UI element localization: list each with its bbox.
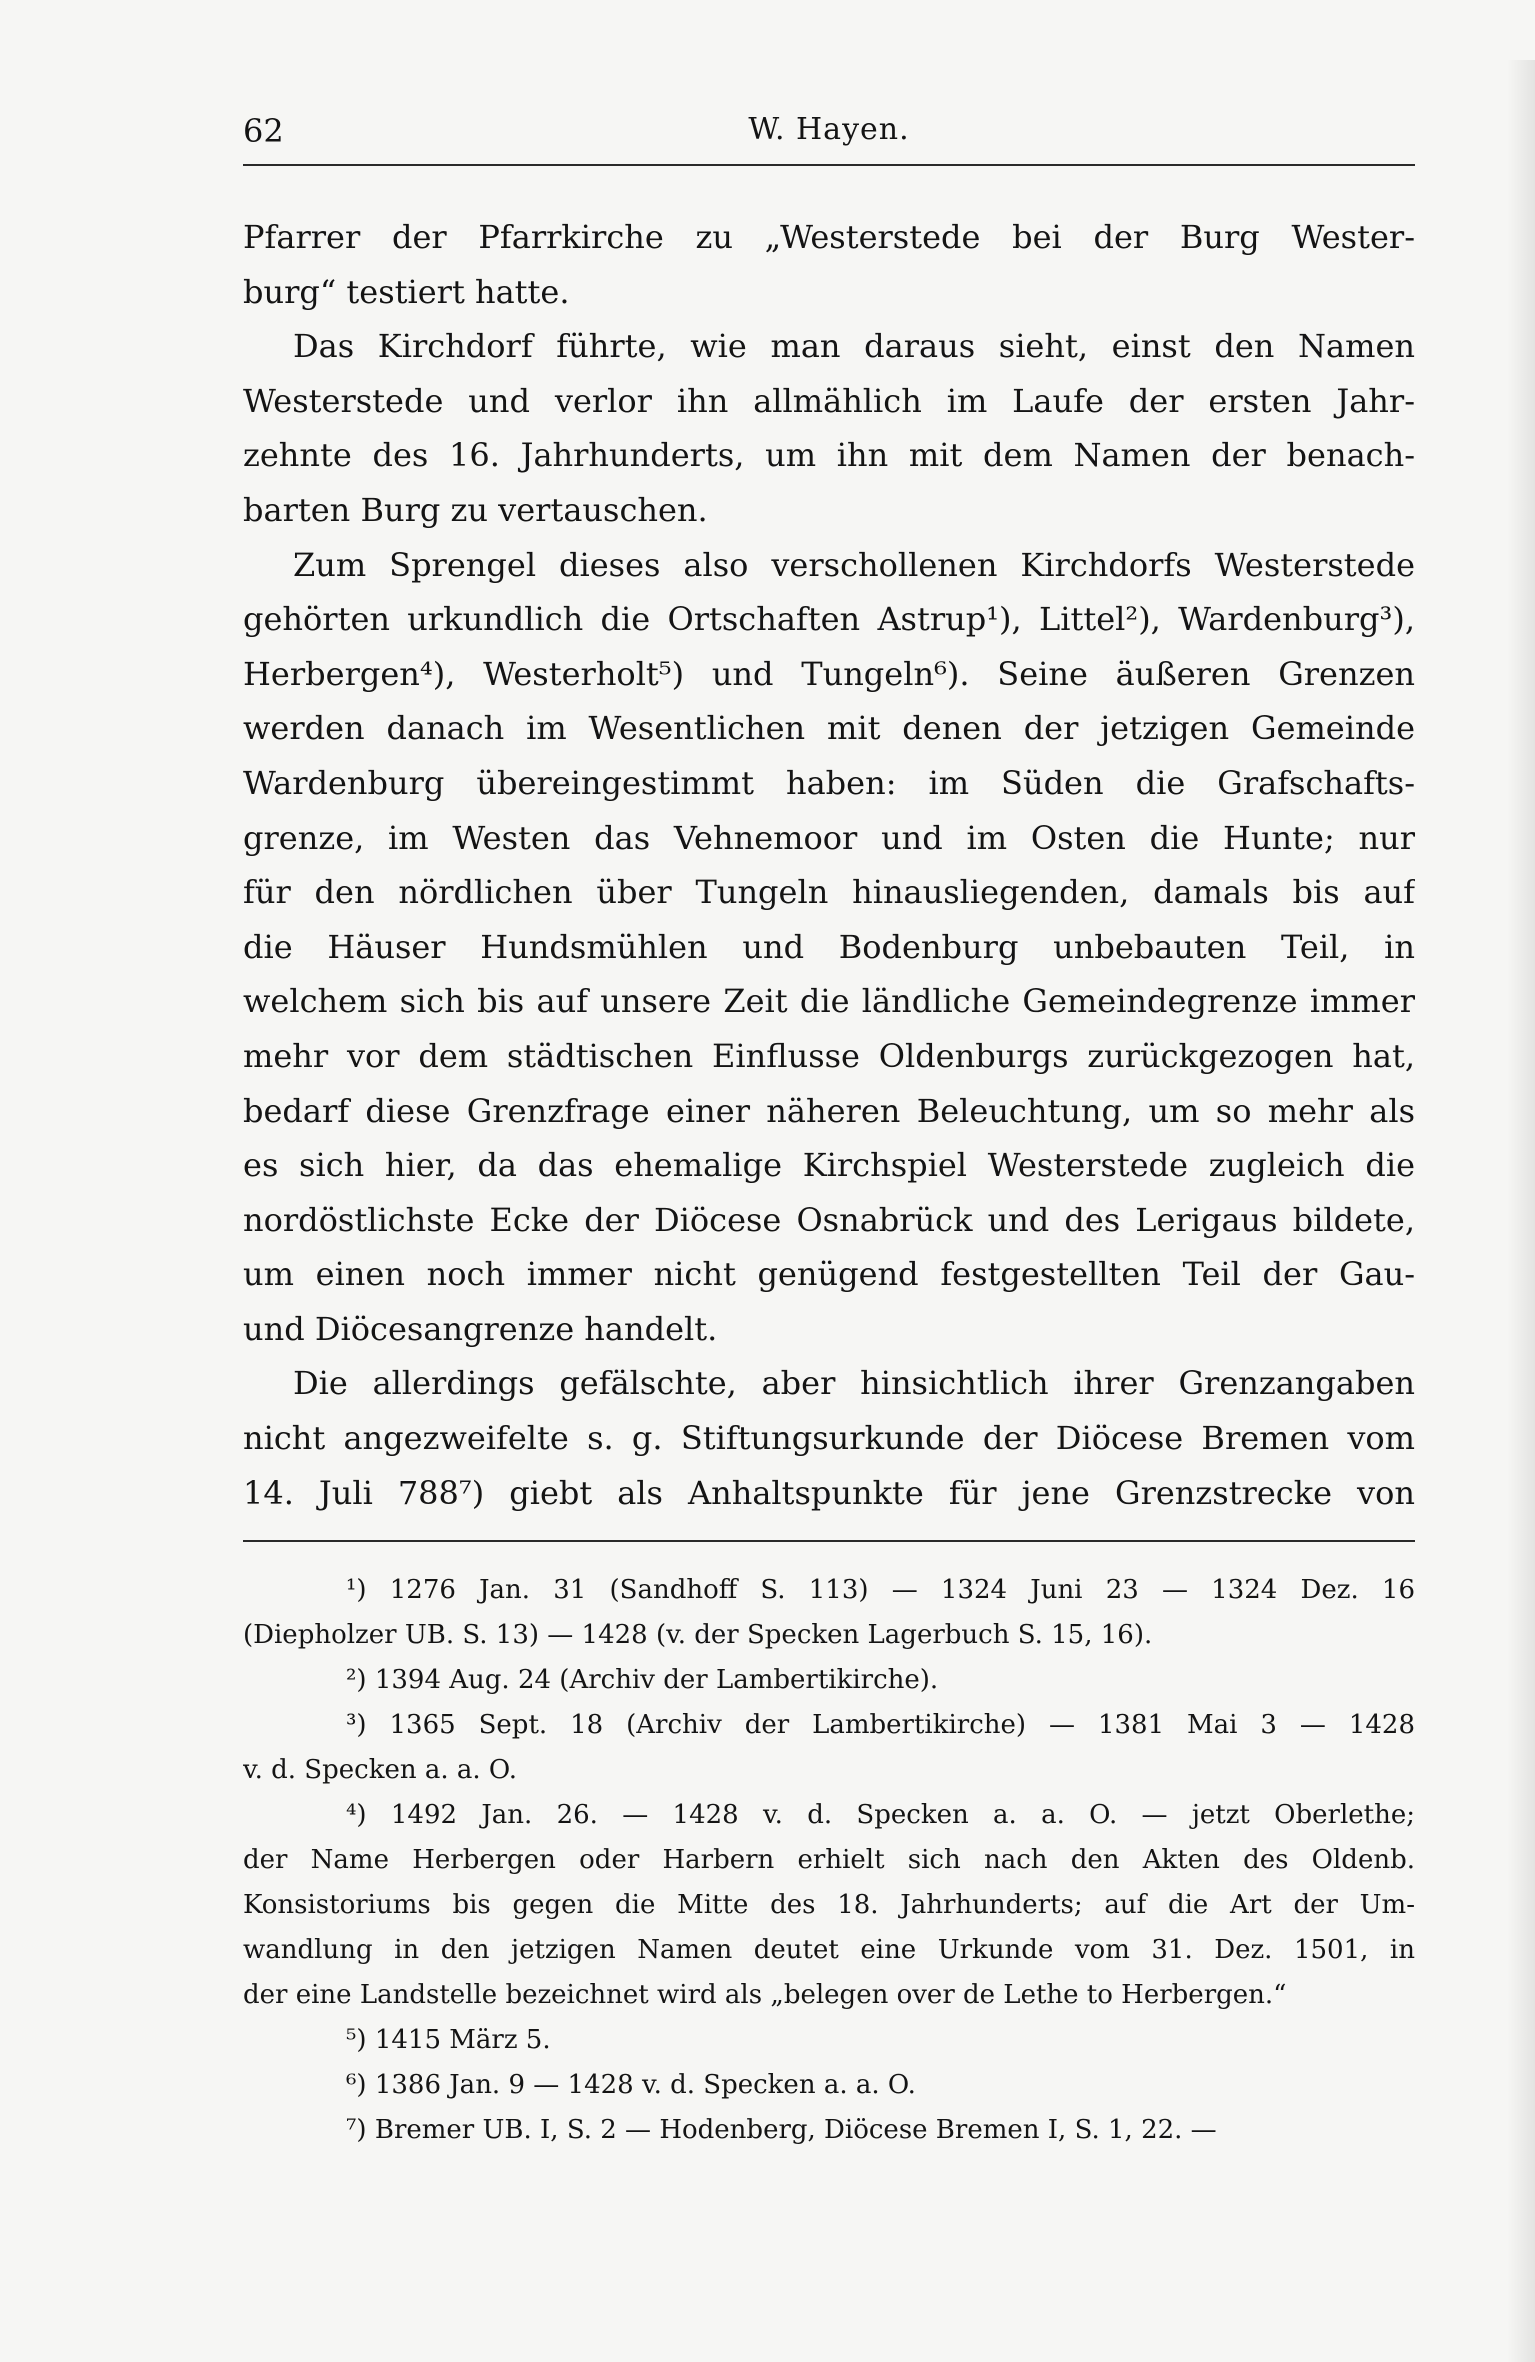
body-line: grenze, im Westen das Vehnemoor und im Osten die Hunte; nur [243, 818, 1415, 857]
body-line: welchem sich bis auf unsere Zeit die ländliche Gemeindegrenze immer [243, 982, 1415, 1021]
footnote-line: ³) 1365 Sept. 18 (Archiv der Lambertikirche) — 1381 Mai 3 — 1428 [346, 1710, 1415, 1740]
body-text [243, 210, 1415, 1520]
body-line: nordöstlichste Ecke der Diöcese Osnabrück und des Lerigaus bildete, [243, 1200, 1415, 1239]
body-line: Herbergen⁴), Westerholt⁵) und Tungeln⁶). Seine äußeren Grenzen [243, 654, 1415, 693]
footnote-line: wandlung in den jetzigen Namen deutet eine Urkunde vom 31. Dez. 1501, in [243, 1935, 1415, 1965]
body-line: die Häuser Hundsmühlen und Bodenburg unbebauten Teil, in [243, 927, 1415, 966]
header-rule [243, 164, 1415, 166]
body-line: Zum Sprengel dieses also verschollenen Kirchdorfs Westerstede [293, 545, 1415, 584]
body-line: um einen noch immer nicht genügend festgestellten Teil der Gau- [243, 1255, 1415, 1294]
body-line: werden danach im Wesentlichen mit denen der jetzigen Gemeinde [243, 709, 1415, 748]
body-line: für den nördlichen über Tungeln hinausliegenden, damals bis auf [243, 873, 1415, 912]
footnote-line: ²) 1394 Aug. 24 (Archiv der Lambertikirche). [346, 1665, 939, 1695]
footnote-line: ⁶) 1386 Jan. 9 — 1428 v. d. Specken a. a. O. [346, 2070, 916, 2100]
body-line: nicht angezweifelte s. g. Stiftungsurkunde der Diöcese Bremen vom [243, 1419, 1415, 1458]
page-number: 62 [243, 112, 284, 150]
body-line: Wardenburg übereingestimmt haben: im Süden die Grafschafts- [243, 763, 1415, 802]
footnote-line: v. d. Specken a. a. O. [243, 1755, 517, 1785]
body-line: Pfarrer der Pfarrkirche zu „Westerstede bei der Burg Wester- [243, 218, 1415, 256]
page-spine-shadow [1507, 60, 1535, 2362]
running-title: W. Hayen. [748, 112, 910, 147]
footnote-line: ⁷) Bremer UB. I, S. 2 — Hodenberg, Diöcese Bremen I, S. 1, 22. — [346, 2115, 1217, 2145]
footnote-line: der eine Landstelle bezeichnet wird als „belegen over de Lethe to Herbergen.“ [243, 1980, 1287, 2010]
footnote-line: der Name Herbergen oder Harbern erhielt sich nach den Akten des Oldenb. [243, 1845, 1415, 1875]
footnote-line: Konsistoriums bis gegen die Mitte des 18. Jahrhunderts; auf die Art der Um- [243, 1890, 1415, 1920]
footnotes [243, 1568, 1415, 2153]
body-line: barten Burg zu vertauschen. [243, 490, 708, 529]
footnote-line: (Diepholzer UB. S. 13) — 1428 (v. der Specken Lagerbuch S. 15, 16). [243, 1620, 1153, 1650]
footnote-rule [243, 1540, 1415, 1542]
body-line: mehr vor dem städtischen Einflusse Oldenburgs zurückgezogen hat, [243, 1036, 1415, 1075]
footnote-line: ⁵) 1415 März 5. [346, 2025, 551, 2055]
body-line: zehnte des 16. Jahrhunderts, um ihn mit dem Namen der benach- [243, 436, 1415, 475]
page-header [243, 108, 1415, 166]
body-line: und Diöcesangrenze handelt. [243, 1309, 718, 1348]
body-line: 14. Juli 788⁷) giebt als Anhaltspunkte für jene Grenzstrecke von [243, 1473, 1415, 1512]
footnote-line: ¹) 1276 Jan. 31 (Sandhoff S. 113) — 1324 Juni 23 — 1324 Dez. 16 [346, 1575, 1415, 1605]
body-line: Die allerdings gefälschte, aber hinsichtlich ihrer Grenzangaben [293, 1364, 1415, 1403]
body-line: burg“ testiert hatte. [243, 272, 570, 311]
body-line: es sich hier, da das ehemalige Kirchspiel Westerstede zugleich die [243, 1146, 1415, 1185]
body-line: Das Kirchdorf führte, wie man daraus sieht, einst den Namen [293, 327, 1415, 366]
footnote-line: ⁴) 1492 Jan. 26. — 1428 v. d. Specken a. a. O. — jetzt Oberlethe; [346, 1800, 1415, 1830]
body-line: gehörten urkundlich die Ortschaften Astrup¹), Littel²), Wardenburg³), [243, 600, 1415, 639]
body-line: Westerstede und verlor ihn allmählich im Laufe der ersten Jahr- [243, 381, 1415, 420]
body-line: bedarf diese Grenzfrage einer näheren Beleuchtung, um so mehr als [243, 1091, 1415, 1130]
